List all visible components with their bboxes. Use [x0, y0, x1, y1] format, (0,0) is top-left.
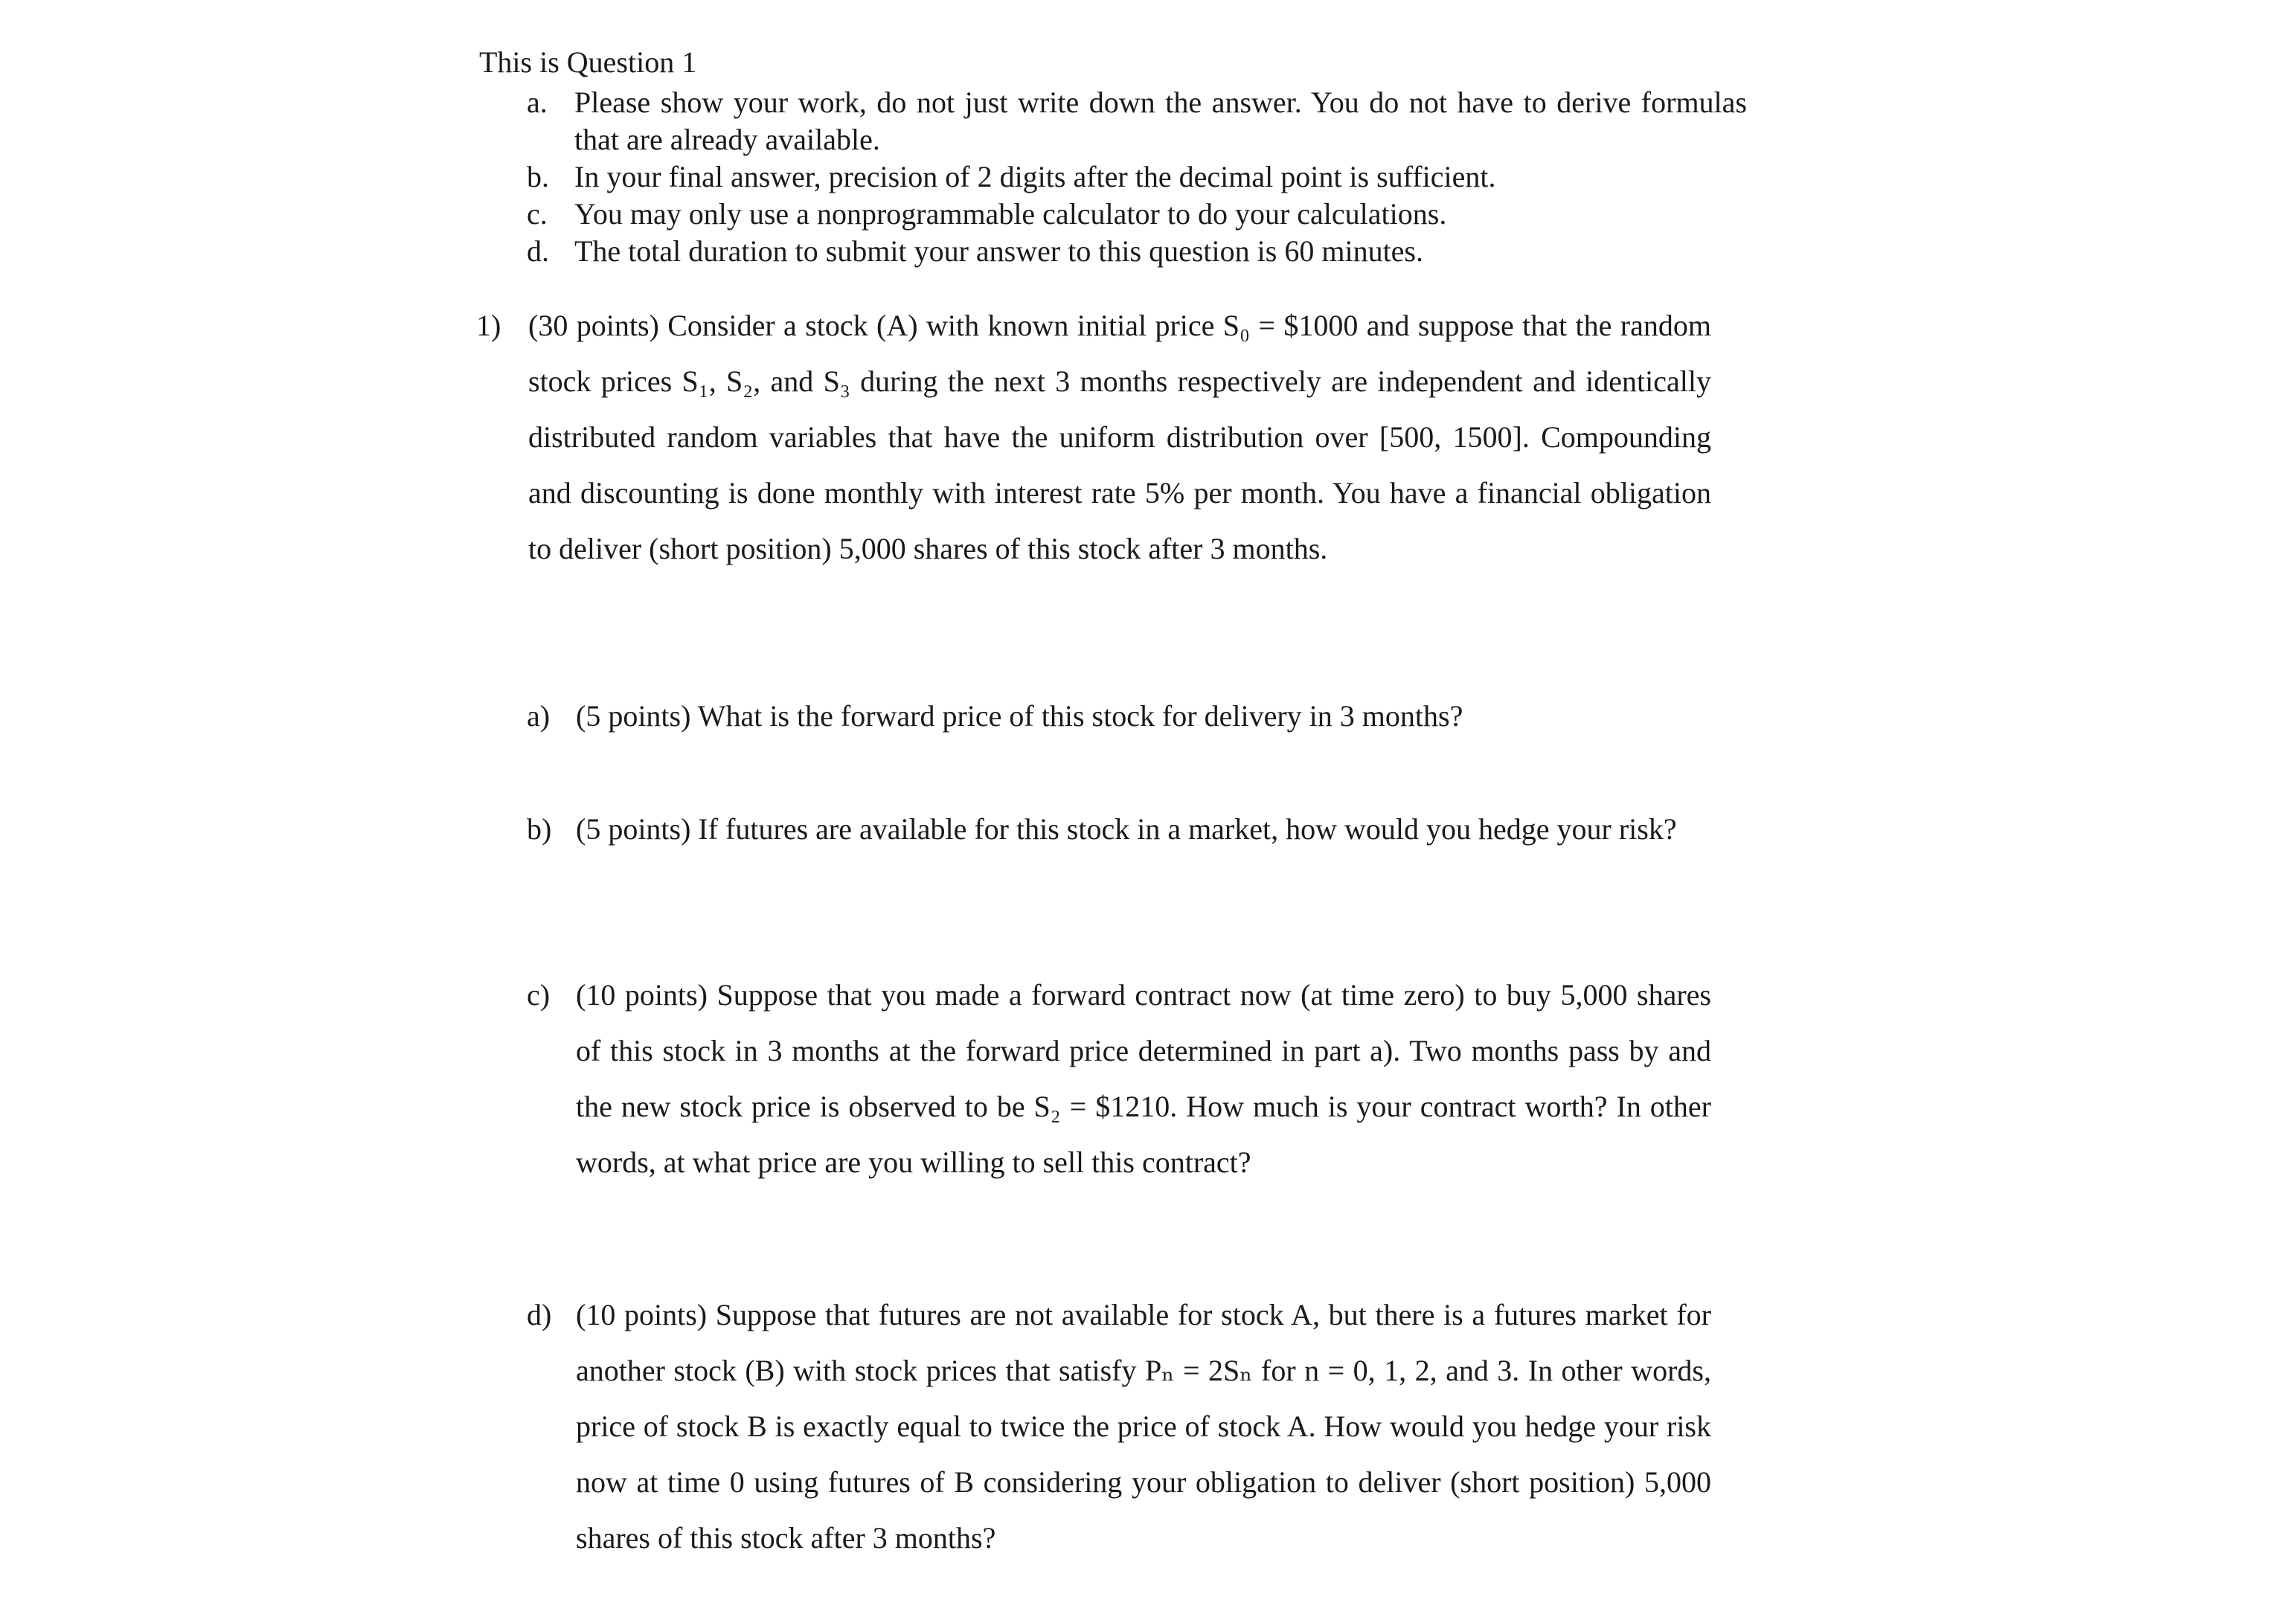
instruction-item: [527, 84, 1747, 158]
instruction-text: Please show your work, do not just write down the answer. You do not have to derive formulas that are already available.: [574, 86, 1747, 156]
instruction-text: You may only use a nonprogrammable calculator to do your calculations.: [574, 197, 1447, 231]
subquestion-b: [527, 801, 1711, 857]
subquestion-marker: c): [527, 978, 551, 1012]
page-title: This is Question 1: [479, 45, 697, 79]
subquestion-text: (10 points) Suppose that you made a forward contract now (at time zero) to buy 5,000 shares of this stock in 3 months at the forward price determined in part a). Two months pass by and the new stock price is observed to be S₂ = $1210. How much is your contract worth? In other words, at what price are you willing to sell this contract?: [576, 978, 1711, 1179]
instruction-text: In your final answer, precision of 2 digits after the decimal point is sufficient.: [574, 160, 1496, 193]
instruction-item: [527, 233, 1747, 270]
instruction-item: [527, 158, 1747, 196]
instruction-marker: d.: [527, 234, 549, 268]
question-marker: 1): [476, 309, 501, 342]
instruction-marker: c.: [527, 197, 548, 231]
instruction-marker: a.: [527, 86, 548, 119]
subquestion-text: (5 points) What is the forward price of this stock for delivery in 3 months?: [576, 699, 1463, 733]
subquestion-d: [527, 1287, 1711, 1566]
subquestion-text: (10 points) Suppose that futures are not available for stock A, but there is a futures market for another stock (B) with stock prices that satisfy Pₙ = 2Sₙ for n = 0, 1, 2, and 3. In other words, price of stock B is exactly equal to twice the price of stock A. How would you hedge your risk now at time 0 using futures of B considering your obligation to deliver (short position) 5,000 shares of this stock after 3 months?: [576, 1298, 1711, 1555]
subquestion-marker: d): [527, 1298, 552, 1331]
instruction-item: [527, 196, 1747, 233]
subquestion-text: (5 points) If futures are available for this stock in a market, how would you hedge your risk?: [576, 812, 1677, 846]
question-1: [476, 298, 1711, 576]
subquestion-marker: a): [527, 699, 551, 733]
subquestion-a: [527, 688, 1711, 744]
instruction-text: The total duration to submit your answer to this question is 60 minutes.: [574, 234, 1423, 268]
subquestion-c: [527, 967, 1711, 1190]
subquestion-marker: b): [527, 812, 552, 846]
instruction-marker: b.: [527, 160, 549, 193]
question-text: (30 points) Consider a stock (A) with known initial price S₀ = $1000 and suppose that the random stock prices S₁, S₂, and S₃ during the next 3 months respectively are independent and identically distributed random variables that have the uniform distribution over [500, 1500]. Compounding and discounting is done monthly with interest rate 5% per month. You have a financial obligation to deliver (short position) 5,000 shares of this stock after 3 months.: [528, 309, 1711, 565]
